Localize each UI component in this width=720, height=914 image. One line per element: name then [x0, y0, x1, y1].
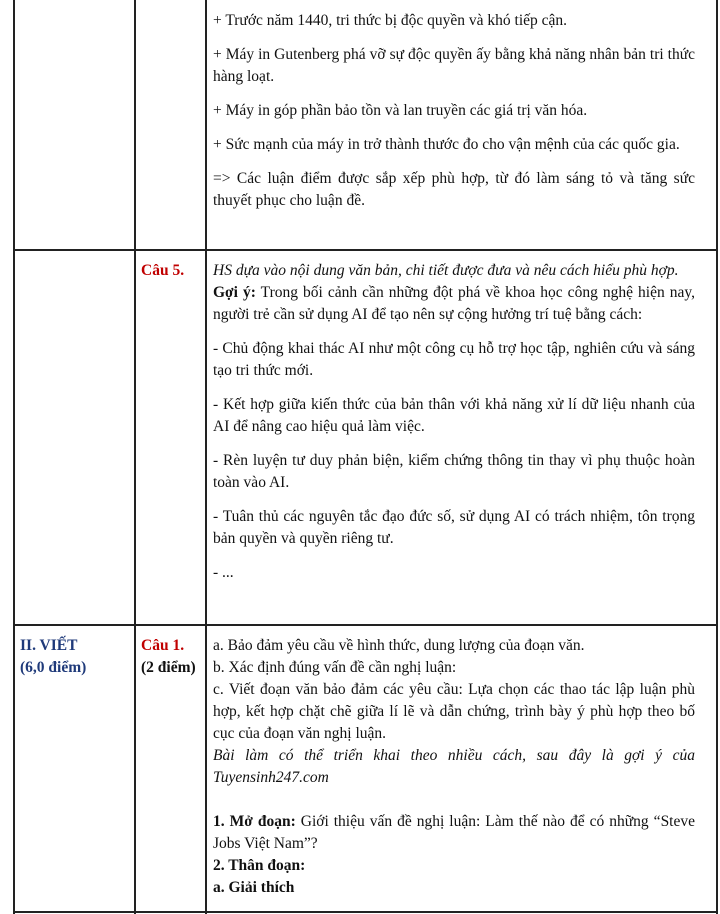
cau1-content — [213, 635, 695, 899]
table-divider-2 — [205, 0, 207, 914]
part1-item: + Trước năm 1440, tri thức bị độc quyền và khó tiếp cận. — [213, 12, 568, 29]
mo-doan-text: Giới thiệu vấn đề nghị luận: Làm thế nào để có những “Steve Jobs Việt Nam”? — [213, 813, 695, 852]
cau5-goi-y — [213, 282, 695, 326]
table-border-right — [716, 0, 718, 914]
criterion-a: a. Bảo đảm yêu cầu về hình thức, dung lượng của đoạn văn. — [213, 637, 585, 654]
mo-doan-label: 1. Mở đoạn: — [213, 813, 296, 830]
table-border-left — [13, 0, 15, 914]
goi-y-text: Trong bối cảnh cần những đột phá về khoa học công nghệ hiện nay, người trẻ cần sử dụng AI để tạo nên sự cộng hưởng trí tuệ bằng cách: — [213, 284, 695, 323]
cau5-item: - Tuân thủ các nguyên tắc đạo đức số, sử dụng AI có trách nhiệm, tôn trọng bản quyền và quyền riêng tư. — [213, 508, 695, 547]
cau5-item: - Kết hợp giữa kiến thức của bản thân với khả năng xử lí dữ liệu nhanh của AI để nâng cao hiệu quả làm việc. — [213, 396, 695, 435]
mo-doan — [213, 811, 695, 855]
cau1-points: (2 điểm) — [141, 659, 196, 676]
criterion-b: b. Xác định đúng vấn đề cần nghị luận: — [213, 659, 457, 676]
cau5-content — [213, 260, 695, 596]
cau5-item: - Rèn luyện tư duy phản biện, kiểm chứng thông tin thay vì phụ thuộc hoàn toàn vào AI. — [213, 452, 695, 491]
goi-y-label: Gợi ý: — [213, 284, 256, 301]
part1-item: + Máy in Gutenberg phá vỡ sự độc quyền ấy bằng khả năng nhân bản tri thức hàng loạt. — [213, 46, 695, 85]
than-doan: 2. Thân đoạn: — [213, 857, 306, 874]
section-viet-heading — [20, 635, 86, 679]
criterion-c: c. Viết đoạn văn bảo đảm các yêu cầu: Lựa chọn các thao tác lập luận phù hợp, kết hợp chặt chẽ giữa lí lẽ và dẫn chứng, trình bày ý phù hợp theo bố cục của đoạn văn nghị luận. — [213, 681, 695, 742]
cau1-label: Câu 1. — [141, 637, 185, 654]
section-title: II. VIẾT — [20, 637, 78, 654]
answer-note: Bài làm có thể triển khai theo nhiều cách, sau đây là gợi ý của Tuyensinh247.com — [213, 747, 695, 786]
table-border-bottom — [13, 911, 718, 913]
cau5-intro: HS dựa vào nội dung văn bản, chi tiết được đưa và nêu cách hiểu phù hợp. — [213, 262, 679, 279]
row-divider-1 — [13, 249, 718, 251]
part1-conclusion: => Các luận điểm được sắp xếp phù hợp, từ đó làm sáng tỏ và tăng sức thuyết phục cho luận đề. — [213, 170, 695, 209]
table-divider-1 — [134, 0, 136, 914]
cau5-item: - Chủ động khai thác AI như một công cụ hỗ trợ học tập, nghiên cứu và sáng tạo tri thức mới. — [213, 340, 695, 379]
part1-content — [213, 10, 695, 224]
cau5-item: - ... — [213, 564, 234, 581]
section-points: (6,0 điểm) — [20, 659, 87, 676]
part1-item: + Máy in góp phần bảo tồn và lan truyền các giá trị văn hóa. — [213, 102, 588, 119]
part1-item: + Sức mạnh của máy in trở thành thước đo cho vận mệnh của các quốc gia. — [213, 136, 680, 153]
row-divider-2 — [13, 624, 718, 626]
giai-thich: a. Giải thích — [213, 879, 295, 896]
cau5-label: Câu 5. — [141, 262, 185, 279]
cau1-heading — [141, 635, 196, 679]
